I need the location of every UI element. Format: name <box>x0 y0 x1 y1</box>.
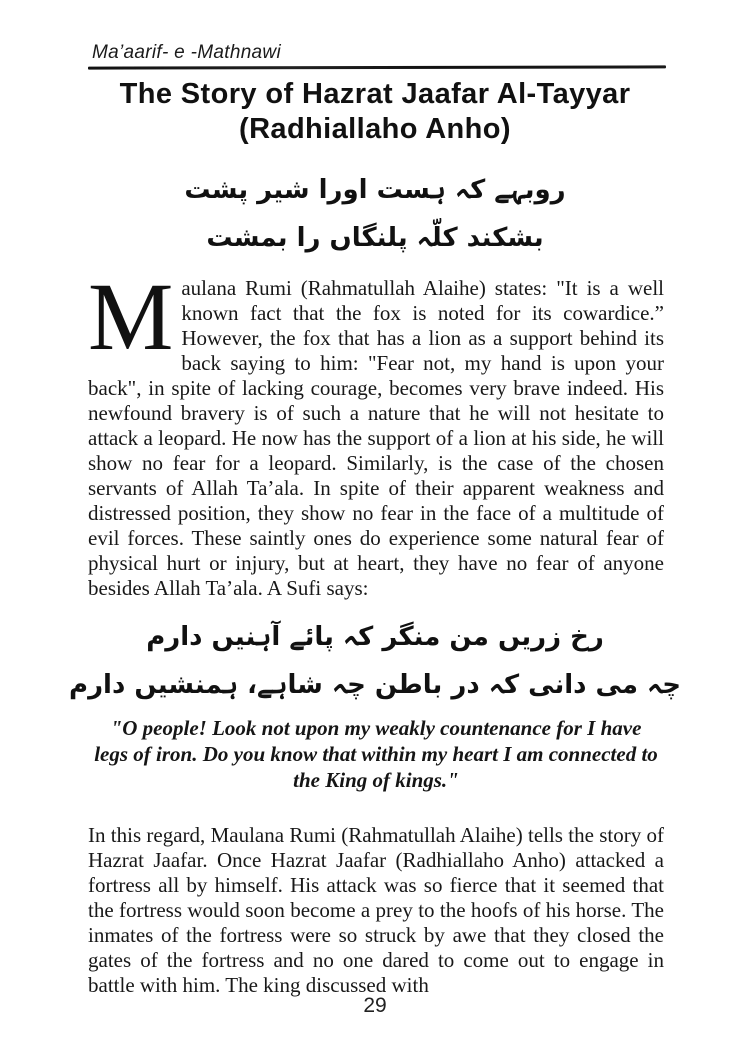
chapter-title-line2: (Radhiallaho Anho) <box>239 113 511 145</box>
persian-couplet-1 <box>0 166 750 262</box>
chapter-title <box>0 77 750 147</box>
drop-cap: M <box>88 263 174 371</box>
body-paragraph-2: In this regard, Maulana Rumi (Rahmatullah Alaihe) tells the story of Hazrat Jaafar. Once Hazrat Jaafar (Radhiallaho Anho) attacked a fortress all by himself. His attack was so fierce that it seemed that the fortress would soon become a prey to the hoofs of his horse. The inmates of the fortress were so struck by awe that they closed the gates of the fortress and no one dared to come out to engage in battle with him. The king discussed with <box>88 823 664 998</box>
running-header-title: Ma’aarif- e -Mathnawi <box>92 42 281 63</box>
persian-verse-line: روبہے کہ ہست اورا شیر پشت <box>184 175 566 206</box>
paragraph-1-text: aulana Rumi (Rahmatullah Alaihe) states: "It is a well known fact that the fox is noted for its cowardice.” However, the fox that has a lion as a support behind its back saying to him: "Fear not, my hand is upon your back", in spite of lacking courage, becomes very brave indeed. His newfound bravery is of such a nature that he will not hesitate to attack a leopard. He now has the support of a lion at his side, he will show no fear for a leopard. Similarly, is the case of the chosen servants of Allah Ta’ala. In spite of their apparent weakness and distressed position, they show no fear in the face of a multitude of evil forces. These saintly ones do experience some natural fear of physical hurt or injury, but at heart, they have no fear of anyone besides Allah Ta’ala. A Sufi says: <box>88 276 664 601</box>
chapter-title-line1: The Story of Hazrat Jaafar Al-Tayyar <box>119 78 631 110</box>
persian-couplet-2 <box>0 613 750 709</box>
body-paragraph-1 <box>88 263 664 601</box>
persian-verse-line: بشکند کلّہ پلنگاں را بمشت <box>206 223 544 254</box>
page-number: 29 <box>363 994 387 1017</box>
translation-quote: "O people! Look not upon my weakly countenance for I have legs of iron. Do you know that within my heart I am connected to the King of kings." <box>94 716 658 793</box>
persian-verse-line: چہ می دانی کہ در باطن چہ شاہے، ہمنشیں دارم <box>69 670 681 701</box>
persian-verse-line: رخ زریں من منگر کہ پائے آہنیں دارم <box>146 622 604 653</box>
running-header <box>88 0 666 69</box>
header-rule <box>88 65 666 69</box>
